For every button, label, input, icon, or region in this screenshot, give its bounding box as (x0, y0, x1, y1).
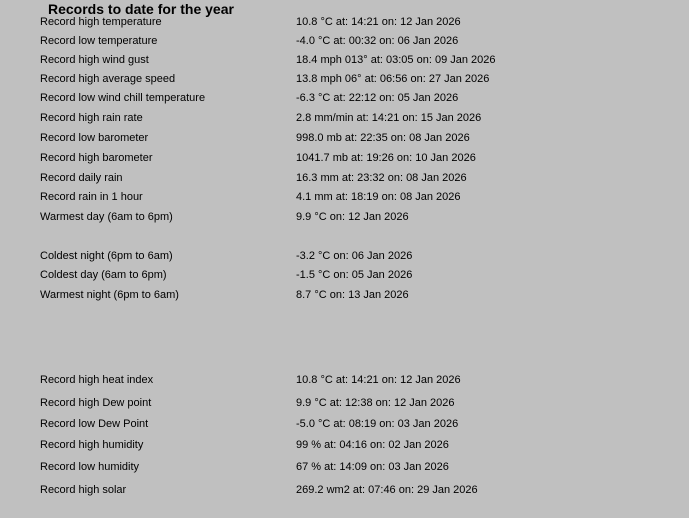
record-value: 269.2 wm2 at: 07:46 on: 29 Jan 2026 (296, 484, 478, 496)
record-value: -6.3 °C at: 22:12 on: 05 Jan 2026 (296, 92, 459, 104)
record-label: Coldest night (6pm to 6am) (40, 250, 173, 262)
record-row-high-average-speed (0, 71, 689, 87)
record-row-high-dew-point (0, 395, 689, 411)
record-label: Record low Dew Point (40, 418, 149, 430)
record-value: 1041.7 mb at: 19:26 on: 10 Jan 2026 (296, 152, 476, 164)
record-row-high-solar (0, 482, 689, 498)
record-row-low-humidity (0, 459, 689, 475)
record-label: Warmest night (6pm to 6am) (40, 289, 179, 301)
record-value: -4.0 °C at: 00:32 on: 06 Jan 2026 (296, 35, 459, 47)
record-label: Record low wind chill temperature (40, 92, 206, 104)
record-value: 67 % at: 14:09 on: 03 Jan 2026 (296, 461, 449, 473)
record-label: Record high wind gust (40, 54, 149, 66)
record-row-high-rain-rate (0, 110, 689, 126)
record-value: 99 % at: 04:16 on: 02 Jan 2026 (296, 439, 449, 451)
record-label: Coldest day (6am to 6pm) (40, 269, 167, 281)
record-label: Record high barometer (40, 152, 153, 164)
record-label: Record daily rain (40, 172, 123, 184)
record-label: Record high solar (40, 484, 127, 496)
record-value: 10.8 °C at: 14:21 on: 12 Jan 2026 (296, 16, 461, 28)
record-value: 9.9 °C at: 12:38 on: 12 Jan 2026 (296, 397, 455, 409)
record-value: -3.2 °C on: 06 Jan 2026 (296, 250, 413, 262)
record-value: 13.8 mph 06° at: 06:56 on: 27 Jan 2026 (296, 73, 490, 85)
record-row-low-temperature (0, 33, 689, 49)
record-row-rain-1-hour (0, 189, 689, 205)
record-value: -1.5 °C on: 05 Jan 2026 (296, 269, 413, 281)
record-row-warmest-day (0, 209, 689, 225)
record-row-high-humidity (0, 437, 689, 453)
record-row-low-dew-point (0, 416, 689, 432)
record-row-low-barometer (0, 130, 689, 146)
record-row-high-temperature (0, 14, 689, 30)
record-value: 8.7 °C on: 13 Jan 2026 (296, 289, 409, 301)
record-label: Record high temperature (40, 16, 162, 28)
record-value: 4.1 mm at: 18:19 on: 08 Jan 2026 (296, 191, 461, 203)
page-title: Records to date for the year (48, 1, 234, 17)
record-value: 18.4 mph 013° at: 03:05 on: 09 Jan 2026 (296, 54, 496, 66)
record-label: Record rain in 1 hour (40, 191, 143, 203)
record-value: 16.3 mm at: 23:32 on: 08 Jan 2026 (296, 172, 467, 184)
record-row-daily-rain (0, 170, 689, 186)
record-label: Record high Dew point (40, 397, 152, 409)
record-row-coldest-day (0, 267, 689, 283)
record-label: Record high humidity (40, 439, 144, 451)
record-row-low-wind-chill (0, 90, 689, 106)
record-label: Record low barometer (40, 132, 149, 144)
record-label: Record high heat index (40, 374, 154, 386)
record-value: 9.9 °C on: 12 Jan 2026 (296, 211, 409, 223)
record-label: Record low temperature (40, 35, 158, 47)
record-label: Record high rain rate (40, 112, 143, 124)
record-row-coldest-night (0, 248, 689, 264)
record-value: -5.0 °C at: 08:19 on: 03 Jan 2026 (296, 418, 459, 430)
record-value: 998.0 mb at: 22:35 on: 08 Jan 2026 (296, 132, 470, 144)
record-value: 2.8 mm/min at: 14:21 on: 15 Jan 2026 (296, 112, 482, 124)
record-value: 10.8 °C at: 14:21 on: 12 Jan 2026 (296, 374, 461, 386)
record-row-high-barometer (0, 150, 689, 166)
record-row-warmest-night (0, 287, 689, 303)
record-row-high-wind-gust (0, 52, 689, 68)
record-row-high-heat-index (0, 372, 689, 388)
record-label: Record low humidity (40, 461, 140, 473)
record-label: Warmest day (6am to 6pm) (40, 211, 173, 223)
record-label: Record high average speed (40, 73, 176, 85)
